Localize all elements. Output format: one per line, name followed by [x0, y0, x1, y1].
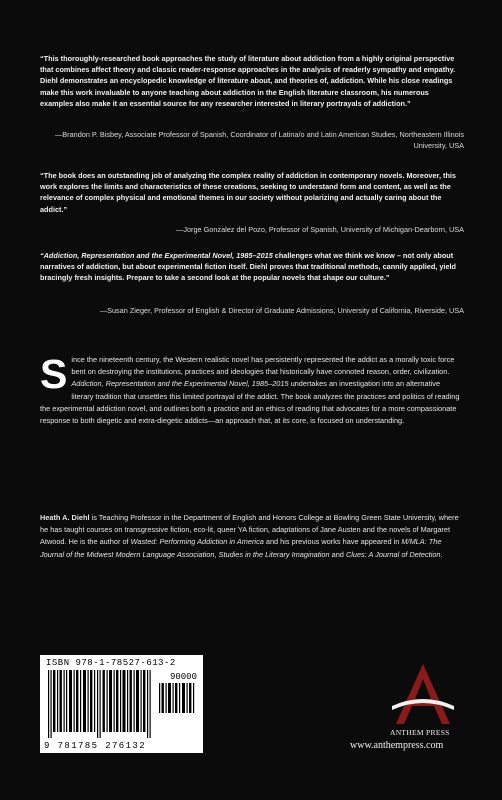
description-text-1: ince the nineteenth century, the Western realistic novel has persistently represented the addict as a morally toxic force bent on destroying the institutions, practices and ideologies that historically have connoted reason, order, civilization. — [71, 355, 455, 377]
review-quote-2 — [40, 170, 464, 215]
ean-digits: 9 781785 276132 — [44, 741, 147, 751]
isbn-barcode — [40, 655, 203, 753]
review-quote-3 — [40, 250, 464, 284]
review-quote-3-text: challenges what we think we know – not only about narratives of addiction, but about experimental fiction itself. Diehl proves that traditional methods, cannily applied, yield bracingly fresh insights. Prepare to take a second look at the popular novels that shape our culture.” — [40, 251, 456, 283]
drop-cap: S — [40, 351, 68, 397]
author-bio — [40, 512, 464, 561]
author-name: Heath A. Diehl — [40, 513, 90, 522]
bio-journal-2: Studies in the Literary Imagination — [218, 549, 330, 559]
price-barcode-bars — [158, 683, 198, 713]
bio-sep-2: and — [329, 549, 346, 559]
bio-text-1: is Teaching Professor in the Department of English and Honors College at Bowling Green State University, where he has taught courses on transgressive fiction, eco-lit, queer YA fiction, adaptations of Jane Austen and the novels of Margaret Atwood. He is the author of — [40, 513, 459, 547]
barcode-bars — [46, 670, 158, 738]
review-attribution-2: —Jorge Gonzalez del Pozo, Professor of Spanish, University of Michigan-Dearborn, USA — [176, 225, 464, 234]
book-description — [40, 351, 464, 427]
bio-journal-3: Clues: A Journal of Detection — [345, 549, 441, 559]
isbn-text: ISBN 978-1-78527-613-2 — [46, 658, 176, 668]
review-quote-2-text: “The book does an outstanding job of analyzing the complex reality of addiction in contemporary novels. Moreover, this work explores the limits and characteristics of these creations, seeking to understand form and content, as well as the relevance of complex physical and emotional themes in our society without polarizing and actually caring about the addict.” — [40, 171, 456, 214]
price-code: 90000 — [169, 672, 197, 682]
review-attribution-3: —Susan Zieger, Professor of English & Director of Graduate Admissions, University of California, Riverside, USA — [99, 306, 464, 315]
review-quote-1-text: “This thoroughly-researched book approaches the study of literature about addiction from a highly original perspective that combines affect theory and classic reader-response approaches in the analysis of readerly sympathy and empathy. Diehl demonstrates an encyclopedic knowledge of literature about, and theories of, addiction. While his close readings make this work invaluable to anyone teaching about addiction in the English literature classroom, his numerous examples also make it an essential source for any researcher interested in literary portrayals of addiction.” — [40, 54, 456, 108]
anthem-logo-icon — [388, 662, 458, 732]
publisher-url[interactable]: www.anthempress.com — [350, 740, 444, 751]
bio-sep-1: , — [214, 549, 219, 559]
description-text-2: undertakes an investigation into an alternative literary tradition that unsettles this limited portrayal of the addict. The book analyzes the practices and politics of reading the experimental addiction novel, and outlines both a practice and an ethics of reading that advocates for a more compassionate response to both diegetic and extra-diegetic addicts—an approach that, at its core, is focused on understanding. — [40, 379, 460, 426]
bio-text-2: and his previous works have appeared in — [263, 537, 402, 547]
description-book-title: Addiction, Representation and the Experimental Novel, 1985–2015 — [71, 379, 289, 389]
review-quote-3-title: “Addiction, Representation and the Experimental Novel, 1985–2015 — [40, 251, 273, 260]
review-quote-1 — [40, 53, 464, 109]
publisher-logo — [350, 662, 480, 757]
bio-end: . — [440, 549, 443, 559]
publisher-name: ANTHEM PRESS — [390, 728, 450, 737]
bio-journal-1: M/MLA: The Journal of the Midwest Modern Language Association — [40, 537, 442, 559]
bio-book-title: Wasted: Performing Addiction in America — [130, 537, 264, 547]
review-attribution-1: —Brandon P. Bisbey, Associate Professor of Spanish, Coordinator of Latina/o and Latin American Studies, Northeastern Illinois University, USA — [55, 130, 464, 151]
